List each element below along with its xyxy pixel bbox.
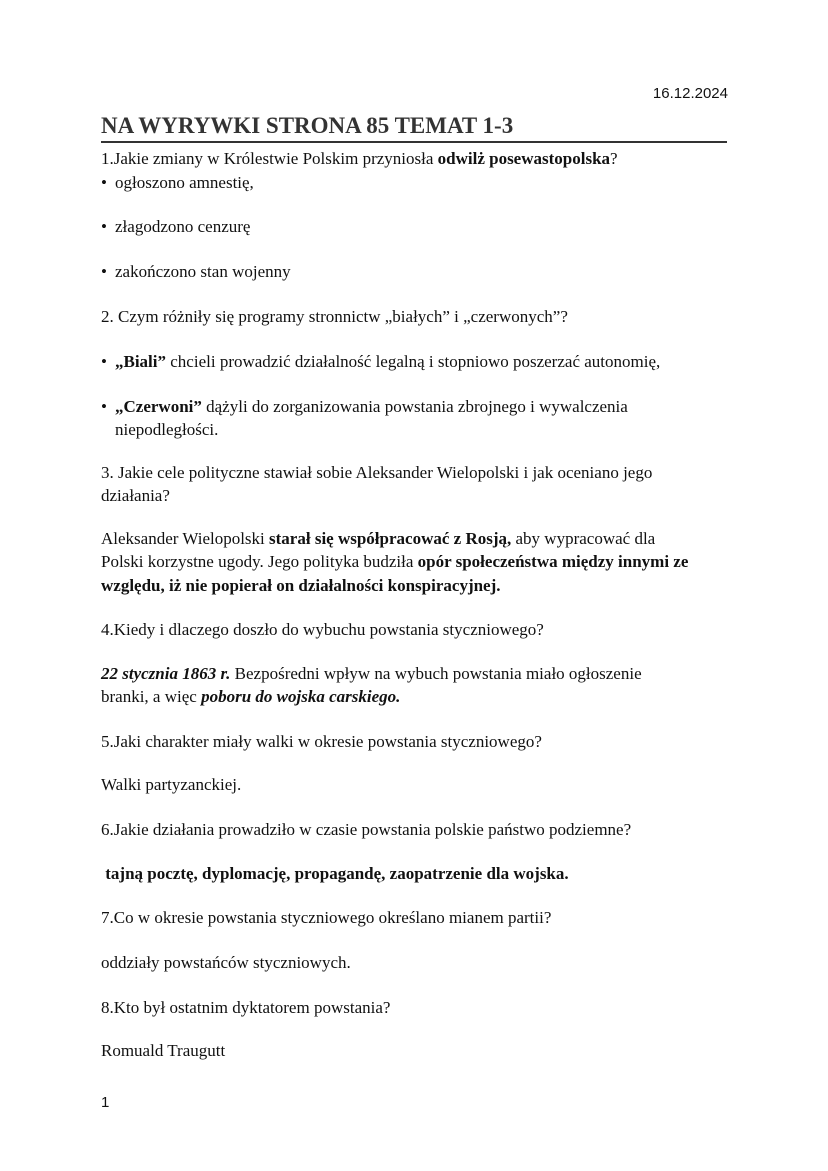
bullet-marker: • bbox=[101, 262, 107, 281]
text-line bbox=[101, 906, 551, 929]
text-segment: 2. Czym różniły się programy stronnictw „białych” i „czerwonych”? bbox=[101, 307, 568, 326]
text-segment: niepodległości. bbox=[115, 420, 219, 439]
text-segment: 1.Jakie zmiany w Królestwie Polskim przyniosła bbox=[101, 149, 438, 168]
emphasized-text: tajną pocztę, dyplomację, propagandę, zaopatrzenie dla wojska. bbox=[101, 864, 569, 883]
bullet-marker: • bbox=[101, 397, 107, 416]
bullet-item bbox=[101, 171, 254, 194]
text-segment: złagodzono cenzurę bbox=[115, 217, 251, 236]
text-line bbox=[101, 1039, 225, 1062]
page-number: 1 bbox=[101, 1094, 110, 1111]
text-segment: zakończono stan wojenny bbox=[115, 262, 291, 281]
text-segment: ? bbox=[610, 149, 618, 168]
document-title: NA WYRYWKI STRONA 85 TEMAT 1-3 bbox=[101, 112, 727, 143]
bullet-item bbox=[101, 260, 291, 283]
text-segment: branki, a więc bbox=[101, 687, 202, 706]
text-segment: 3. Jakie cele polityczne stawiał sobie Aleksander Wielopolski i jak oceniano jego bbox=[101, 463, 653, 482]
text-line bbox=[101, 730, 542, 753]
text-line bbox=[101, 484, 170, 507]
bullet-item bbox=[101, 215, 250, 238]
text-segment: aby wypracować dla bbox=[511, 529, 656, 548]
text-segment: 8.Kto był ostatnim dyktatorem powstania? bbox=[101, 998, 391, 1017]
text-line bbox=[101, 773, 241, 796]
text-line bbox=[101, 818, 631, 841]
text-segment: 5.Jaki charakter miały walki w okresie powstania styczniowego? bbox=[101, 732, 542, 751]
emphasized-text: 22 stycznia 1863 r. bbox=[101, 664, 231, 683]
text-segment: Walki partyzanckiej. bbox=[101, 775, 242, 794]
emphasized-text: „Biali” bbox=[115, 352, 167, 371]
text-line bbox=[101, 305, 568, 328]
text-segment: działania? bbox=[101, 486, 170, 505]
text-segment: oddziały powstańców styczniowych. bbox=[101, 953, 351, 972]
emphasized-text: odwilż posewastopolska bbox=[437, 149, 611, 168]
text-segment: ogłoszono amnestię, bbox=[115, 173, 254, 192]
text-line bbox=[101, 550, 688, 573]
text-line bbox=[115, 418, 218, 441]
text-line bbox=[101, 951, 351, 974]
bullet-marker: • bbox=[101, 352, 107, 371]
emphasized-text: względu, iż nie popierał on działalności konspiracyjnej. bbox=[101, 576, 501, 595]
emphasized-text: opór społeczeństwa między innymi ze bbox=[417, 552, 689, 571]
text-segment: Romuald Traugutt bbox=[101, 1041, 226, 1060]
text-segment: Polski korzystne ugody. Jego polityka budziła bbox=[101, 552, 418, 571]
bullet-item bbox=[101, 350, 660, 373]
text-segment: 4.Kiedy i dlaczego doszło do wybuchu powstania styczniowego? bbox=[101, 620, 544, 639]
text-line bbox=[101, 574, 501, 597]
emphasized-text: poboru do wojska carskiego. bbox=[201, 687, 401, 706]
text-segment: 6.Jakie działania prowadziło w czasie powstania polskie państwo podziemne? bbox=[101, 820, 632, 839]
text-segment: 7.Co w okresie powstania styczniowego określano mianem partii? bbox=[101, 908, 552, 927]
text-line bbox=[101, 996, 390, 1019]
text-line bbox=[101, 527, 655, 550]
text-line bbox=[101, 461, 652, 484]
text-line bbox=[101, 862, 569, 885]
text-segment: Bezpośredni wpływ na wybuch powstania miało ogłoszenie bbox=[230, 664, 642, 683]
text-segment: dążyli do zorganizowania powstania zbrojnego i wywalczenia bbox=[201, 397, 628, 416]
text-line bbox=[101, 147, 618, 170]
document-date: 16.12.2024 bbox=[652, 85, 728, 102]
bullet-marker: • bbox=[101, 217, 107, 236]
text-line bbox=[101, 662, 642, 685]
emphasized-text: „Czerwoni” bbox=[115, 397, 202, 416]
text-segment: Aleksander Wielopolski bbox=[101, 529, 270, 548]
bullet-item bbox=[101, 395, 628, 418]
text-line bbox=[101, 618, 544, 641]
bullet-marker: • bbox=[101, 173, 107, 192]
text-line bbox=[101, 685, 400, 708]
emphasized-text: starał się współpracować z Rosją, bbox=[269, 529, 512, 548]
text-segment: chcieli prowadzić działalność legalną i stopniowo poszerzać autonomię, bbox=[166, 352, 661, 371]
